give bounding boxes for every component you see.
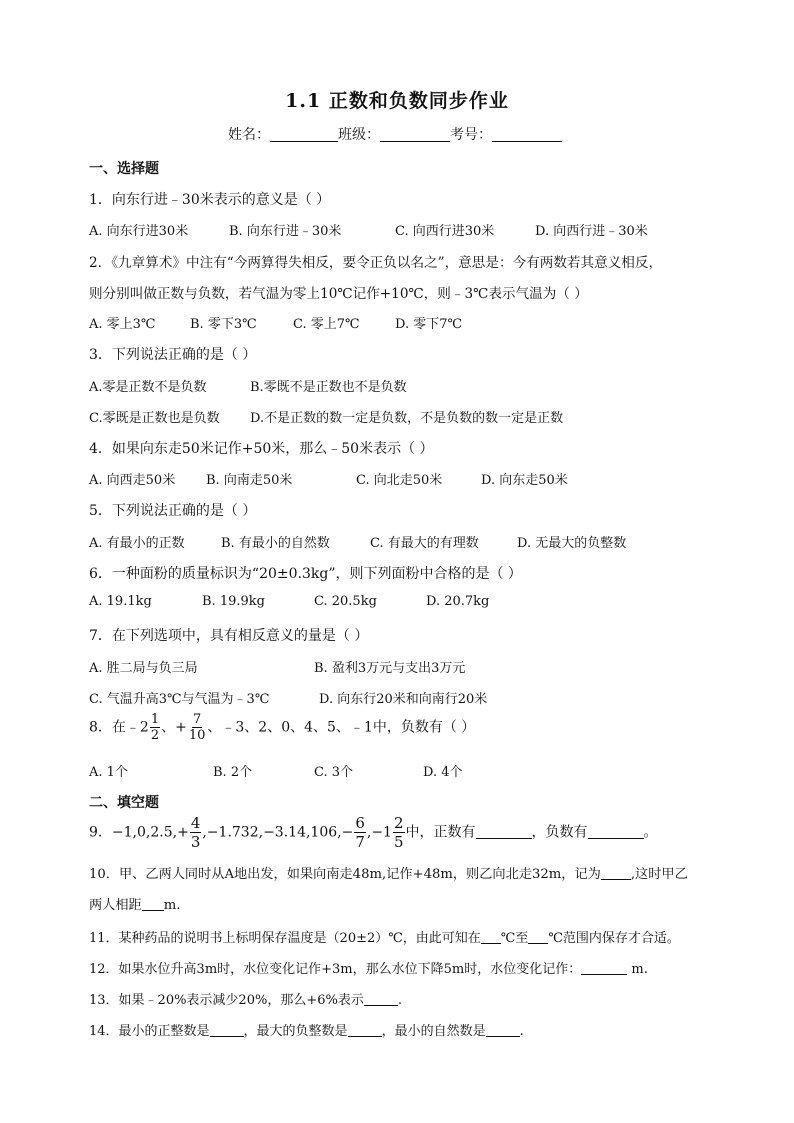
q14-text-3: ，最小的自然数是 [381, 1024, 486, 1039]
q10-text-4: m. [163, 898, 181, 913]
q11-blank-1[interactable] [481, 930, 501, 944]
q2-stem-line2: 则分别叫做正数与负数，若气温为零上10℃记作+10℃，则﹣3℃表示气温为（ ） [89, 286, 588, 302]
q3-option-d[interactable]: D.不是正数的数一定是负数，不是负数的数一定是正数 [250, 411, 564, 426]
section-choice-heading: 一、选择题 [89, 161, 159, 177]
q11-text-2: ℃至 [500, 931, 529, 946]
q2-option-a[interactable]: A. 零上3℃ [89, 317, 156, 332]
q2-option-c[interactable]: C. 零上7℃ [293, 317, 360, 332]
q10-stem-line1 [89, 863, 688, 882]
q7-option-d[interactable]: D. 向东行20米和向南行20米 [319, 692, 488, 707]
q14-blank-1[interactable] [210, 1023, 244, 1037]
q12-blank[interactable] [581, 961, 627, 975]
q9-fraction-3-numerator: 2 [393, 814, 404, 832]
q9-part-3: ,−1 [366, 824, 392, 841]
q8-prefix: 8．在﹣2 [89, 719, 149, 736]
q9-fraction-2-denominator: 7 [355, 833, 365, 851]
q8-fraction-1 [150, 712, 160, 743]
q1-option-d[interactable]: D. 向西行进﹣30米 [535, 224, 648, 239]
q9-fraction-2 [354, 814, 366, 851]
q10-text-1: 10．甲、乙两人同时从A地出发，如果向南走48m,记作+48m，则乙向北走32m，记为 [89, 867, 601, 882]
id-label: 考号： [450, 127, 492, 143]
q9-blank-negative[interactable] [588, 825, 644, 839]
q1-option-b[interactable]: B. 向东行进﹣30米 [229, 224, 342, 239]
q5-option-c[interactable]: C. 有最大的有理数 [370, 536, 479, 551]
q9-fraction-1-numerator: 4 [190, 814, 201, 832]
student-info [228, 124, 562, 144]
q14-text-2: ，最大的负整数是 [243, 1024, 348, 1039]
q8-suffix: 、﹣3、2、0、4、5、﹣1中，负数有（ ） [207, 719, 476, 736]
q12-stem [89, 958, 648, 977]
q9-fraction-3 [393, 814, 405, 851]
q9-part-4: 中，正数有 [405, 824, 476, 841]
q3-stem: 3．下列说法正确的是（ ） [89, 347, 257, 363]
q6-option-c[interactable]: C. 20.5kg [314, 594, 377, 609]
q14-stem [89, 1020, 524, 1039]
q11-text-1: 11．某种药品的说明书上标明保存温度是（20±2）℃，由此可知在 [89, 931, 481, 946]
q1-option-c[interactable]: C. 向西行进30米 [395, 224, 495, 239]
q9-blank-positive[interactable] [476, 825, 532, 839]
q6-stem: 6．一种面粉的质量标识为“20±0.3kg”，则下列面粉中合格的是（ ） [89, 566, 522, 582]
q8-option-b[interactable]: B. 2个 [213, 765, 253, 780]
q8-option-a[interactable]: A. 1个 [89, 765, 128, 780]
q6-option-d[interactable]: D. 20.7kg [426, 594, 490, 609]
q1-option-a[interactable]: A. 向东行进30米 [89, 224, 189, 239]
q7-option-b[interactable]: B. 盈利3万元与支出3万元 [314, 661, 466, 676]
name-blank[interactable] [270, 127, 338, 142]
page-title: 1.1 正数和负数同步作业 [285, 90, 509, 112]
q9-stem [89, 814, 658, 851]
q14-blank-3[interactable] [486, 1023, 520, 1037]
q10-blank-2[interactable] [142, 897, 164, 911]
q10-stem-line2 [89, 894, 180, 913]
q4-option-d[interactable]: D. 向东走50米 [481, 473, 568, 488]
q6-option-a[interactable]: A. 19.1kg [89, 594, 152, 609]
q8-fraction-2-numerator: 7 [192, 712, 202, 727]
q8-option-c[interactable]: C. 3个 [314, 765, 354, 780]
q9-part-6: 。 [643, 824, 658, 841]
q5-option-a[interactable]: A. 有最小的正数 [89, 536, 185, 551]
q9-part-2: ,−1.732,−3.14,106,− [202, 824, 354, 841]
q5-option-b[interactable]: B. 有最小的自然数 [221, 536, 330, 551]
q3-option-b[interactable]: B.零既不是正数也不是负数 [250, 380, 407, 395]
name-label: 姓名： [228, 127, 270, 143]
q5-stem: 5．下列说法正确的是（ ） [89, 503, 257, 519]
q7-option-c[interactable]: C. 气温升高3℃与气温为﹣3℃ [89, 692, 270, 707]
q4-option-b[interactable]: B. 向南走50米 [206, 473, 293, 488]
q2-option-d[interactable]: D. 零下7℃ [395, 317, 463, 332]
q9-part-1: 9．−1,0,2.5,+ [89, 824, 189, 841]
q13-blank[interactable] [364, 992, 398, 1006]
q14-blank-2[interactable] [348, 1023, 382, 1037]
q2-stem-line1: 2．《九章算术》中注有“今两算得失相反，要令正负以名之”，意思是：今有两数若其意义相反， [89, 255, 663, 271]
q11-blank-2[interactable] [528, 930, 548, 944]
q8-option-d[interactable]: D. 4个 [423, 765, 463, 780]
section-fill-heading: 二、填空题 [89, 795, 159, 811]
q9-fraction-2-numerator: 6 [355, 814, 365, 832]
q10-blank-1[interactable] [601, 866, 631, 880]
q4-stem: 4．如果向东走50米记作+50米，那么﹣50米表示（ ） [89, 441, 434, 457]
q13-text-2: . [397, 993, 402, 1008]
q4-option-c[interactable]: C. 向北走50米 [356, 473, 443, 488]
q8-fraction-2-denominator: 10 [188, 728, 206, 743]
q13-stem [89, 989, 402, 1008]
q9-fraction-1-denominator: 3 [190, 833, 201, 851]
q6-option-b[interactable]: B. 19.9kg [202, 594, 265, 609]
class-blank[interactable] [380, 127, 450, 142]
q8-fraction-2 [188, 712, 207, 743]
q1-stem: 1．向东行进﹣30米表示的意义是（ ） [89, 192, 331, 208]
class-label: 班级： [338, 127, 380, 143]
q14-text-1: 14．最小的正整数是 [89, 1024, 210, 1039]
q8-fraction-1-denominator: 2 [150, 728, 160, 743]
q12-text-1: 12．如果水位升高3m时，水位变化记作+3m，那么水位下降5m时，水位变化记作： [89, 962, 582, 977]
q14-text-4: . [519, 1024, 524, 1039]
q11-text-3: ℃范围内保存才合适。 [548, 931, 680, 946]
q9-fraction-3-denominator: 5 [393, 833, 404, 851]
q7-stem: 7．在下列选项中，具有相反意义的量是（ ） [89, 628, 369, 644]
q10-text-3: 两人相距 [89, 898, 142, 913]
q8-stem [89, 712, 475, 743]
q11-stem [89, 927, 680, 946]
q13-text-1: 13．如果﹣20%表示减少20%，那么+6%表示 [89, 993, 364, 1008]
q4-option-a[interactable]: A. 向西走50米 [89, 473, 176, 488]
q8-fraction-1-numerator: 1 [150, 712, 160, 727]
id-blank[interactable] [492, 127, 562, 142]
q12-text-2: m. [627, 962, 648, 977]
q9-part-5: ，负数有 [531, 824, 588, 841]
q2-option-b[interactable]: B. 零下3℃ [190, 317, 257, 332]
q3-option-a[interactable]: A.零是正数不是负数 [89, 380, 207, 395]
q5-option-d[interactable]: D. 无最大的负整数 [517, 536, 627, 551]
q3-option-c[interactable]: C.零既是正数也是负数 [89, 411, 220, 426]
q8-mid: 、+ [161, 719, 187, 736]
q10-text-2: ,这时甲乙 [630, 867, 688, 882]
q9-fraction-1 [190, 814, 202, 851]
q7-option-a[interactable]: A. 胜二局与负三局 [89, 661, 198, 676]
